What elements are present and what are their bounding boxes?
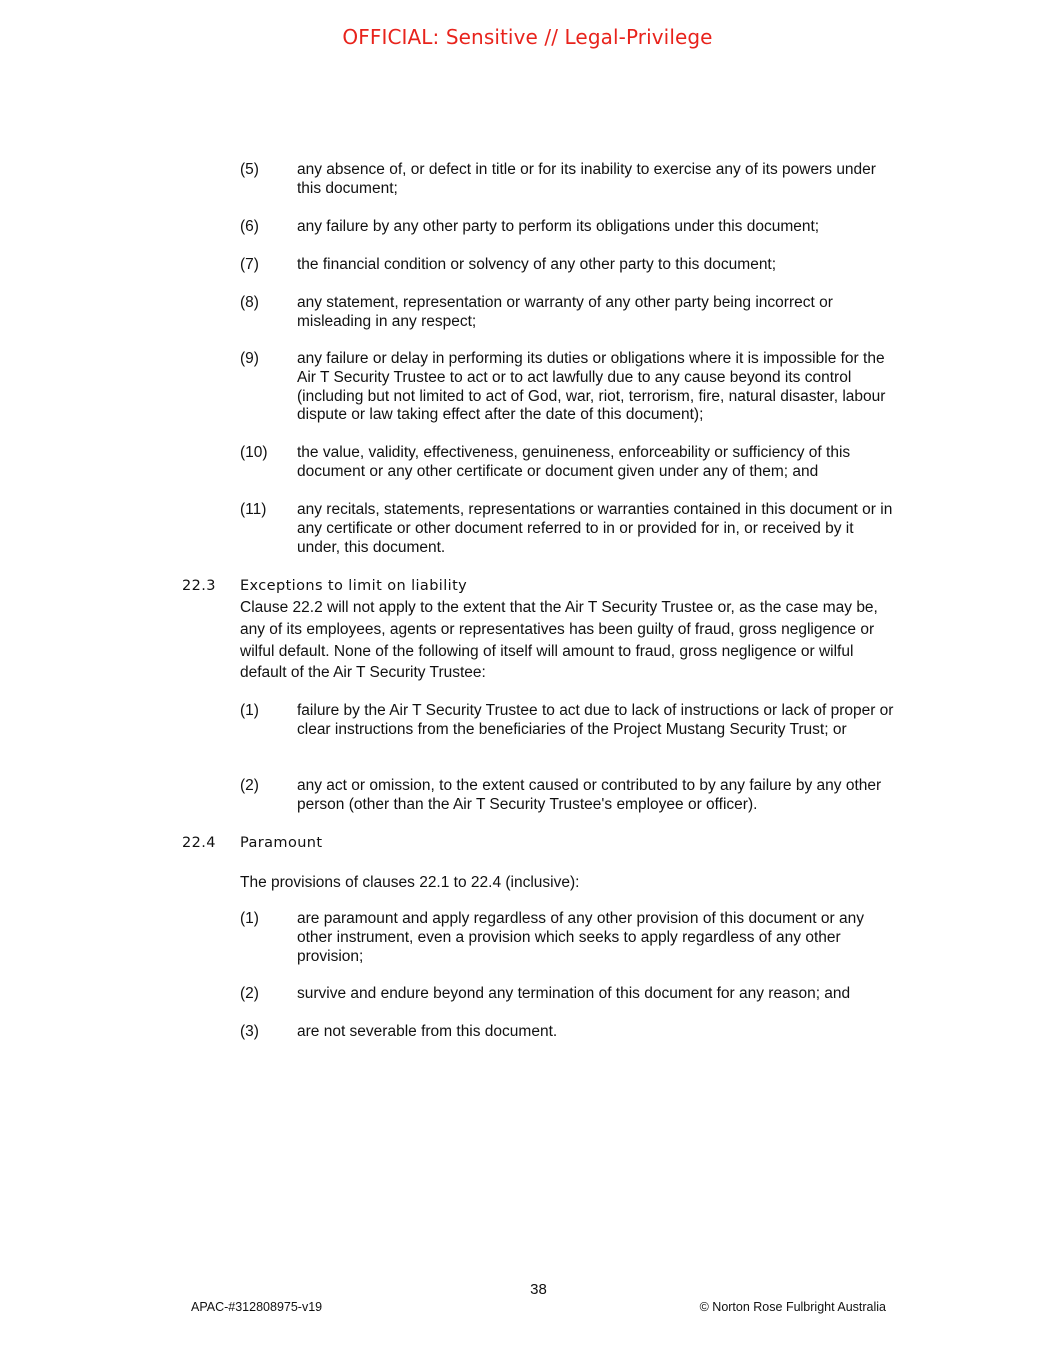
section-title: Exceptions to limit on liability xyxy=(240,578,468,594)
list-item-number: (6) xyxy=(240,218,259,235)
section-body-paragraph: The provisions of clauses 22.1 to 22.4 (inclusive): xyxy=(240,874,580,891)
section-number: 22.3 xyxy=(182,578,216,594)
list-item-number: (1) xyxy=(240,702,259,719)
list-item-text: survive and endure beyond any termination of this document for any reason; and xyxy=(297,985,851,1002)
list-item xyxy=(240,777,900,815)
list-item-number: (10) xyxy=(240,444,268,461)
section-body-paragraph: Clause 22.2 will not apply to the extent that the Air T Security Trustee or, as the case may be, any of its employees, agents or representatives has been guilty of fraud, gross negligence or wilful default. None of the following of itself will amount to fraud, gross negligence or wilful default of the Air T Security Trustee: xyxy=(240,599,878,682)
document-reference: APAC-#312808975-v19 xyxy=(191,1300,323,1314)
list-item-text: any statement, representation or warranty of any other party being incorrect or misleading in any respect; xyxy=(297,294,833,330)
list-item-text: are paramount and apply regardless of any other provision of this document or any other instrument, even a provision which seeks to apply regardless of any other provision; xyxy=(297,910,864,965)
list-item-text: any failure by any other party to perform its obligations under this document; xyxy=(297,218,820,235)
list-item-text: any absence of, or defect in title or for its inability to exercise any of its powers under this document; xyxy=(297,161,876,197)
list-item xyxy=(240,702,900,740)
list-item-number: (2) xyxy=(240,985,259,1002)
list-item-text: the value, validity, effectiveness, genuineness, enforceability or sufficiency of this document or any other certificate or document given under any of them; and xyxy=(297,444,851,480)
list-item-number: (7) xyxy=(240,256,259,273)
list-item xyxy=(240,910,900,966)
list-item xyxy=(240,256,900,275)
classification-banner: OFFICIAL: Sensitive // Legal-Privilege xyxy=(342,25,713,49)
list-item-text: any recitals, statements, representations or warranties contained in this document or in any certificate or other document referred to in or provided for in, or received by it under, this document. xyxy=(297,501,893,556)
list-item xyxy=(240,501,900,557)
list-item-number: (3) xyxy=(240,1023,259,1040)
list-item-text: failure by the Air T Security Trustee to act due to lack of instructions or lack of proper or clear instructions from the beneficiaries of the Project Mustang Security Trust; or xyxy=(297,702,894,738)
list-item xyxy=(240,218,900,237)
list-item-text: the financial condition or solvency of any other party to this document; xyxy=(297,256,777,273)
page-number: 38 xyxy=(530,1281,547,1298)
section-heading-22-4 xyxy=(182,834,323,852)
section-heading-22-3 xyxy=(182,577,467,595)
list-item-number: (1) xyxy=(240,910,259,927)
list-item xyxy=(240,1023,900,1042)
copyright-notice: © Norton Rose Fulbright Australia xyxy=(699,1300,886,1314)
list-item-number: (8) xyxy=(240,294,259,311)
list-item-number: (2) xyxy=(240,777,259,794)
list-item xyxy=(240,444,900,482)
section-title: Paramount xyxy=(240,835,323,851)
list-item-number: (9) xyxy=(240,350,259,367)
list-item-text: any act or omission, to the extent caused or contributed to by any failure by any other person (other than the Air T Security Trustee's employee or officer). xyxy=(297,777,882,813)
list-item xyxy=(240,350,900,425)
section-number: 22.4 xyxy=(182,835,216,851)
list-item-number: (11) xyxy=(240,501,267,518)
list-item-text: any failure or delay in performing its duties or obligations where it is impossible for the Air T Security Trustee to act or to act lawfully due to any cause beyond its control (including but not limited to act of God, war, riot, terrorism, fire, natural disaster, labour dispute or law taking effect after the date of this document); xyxy=(297,350,886,424)
list-item xyxy=(240,161,900,199)
list-item-number: (5) xyxy=(240,161,259,178)
list-item xyxy=(240,294,900,332)
list-item xyxy=(240,985,900,1004)
list-item-text: are not severable from this document. xyxy=(297,1023,558,1040)
